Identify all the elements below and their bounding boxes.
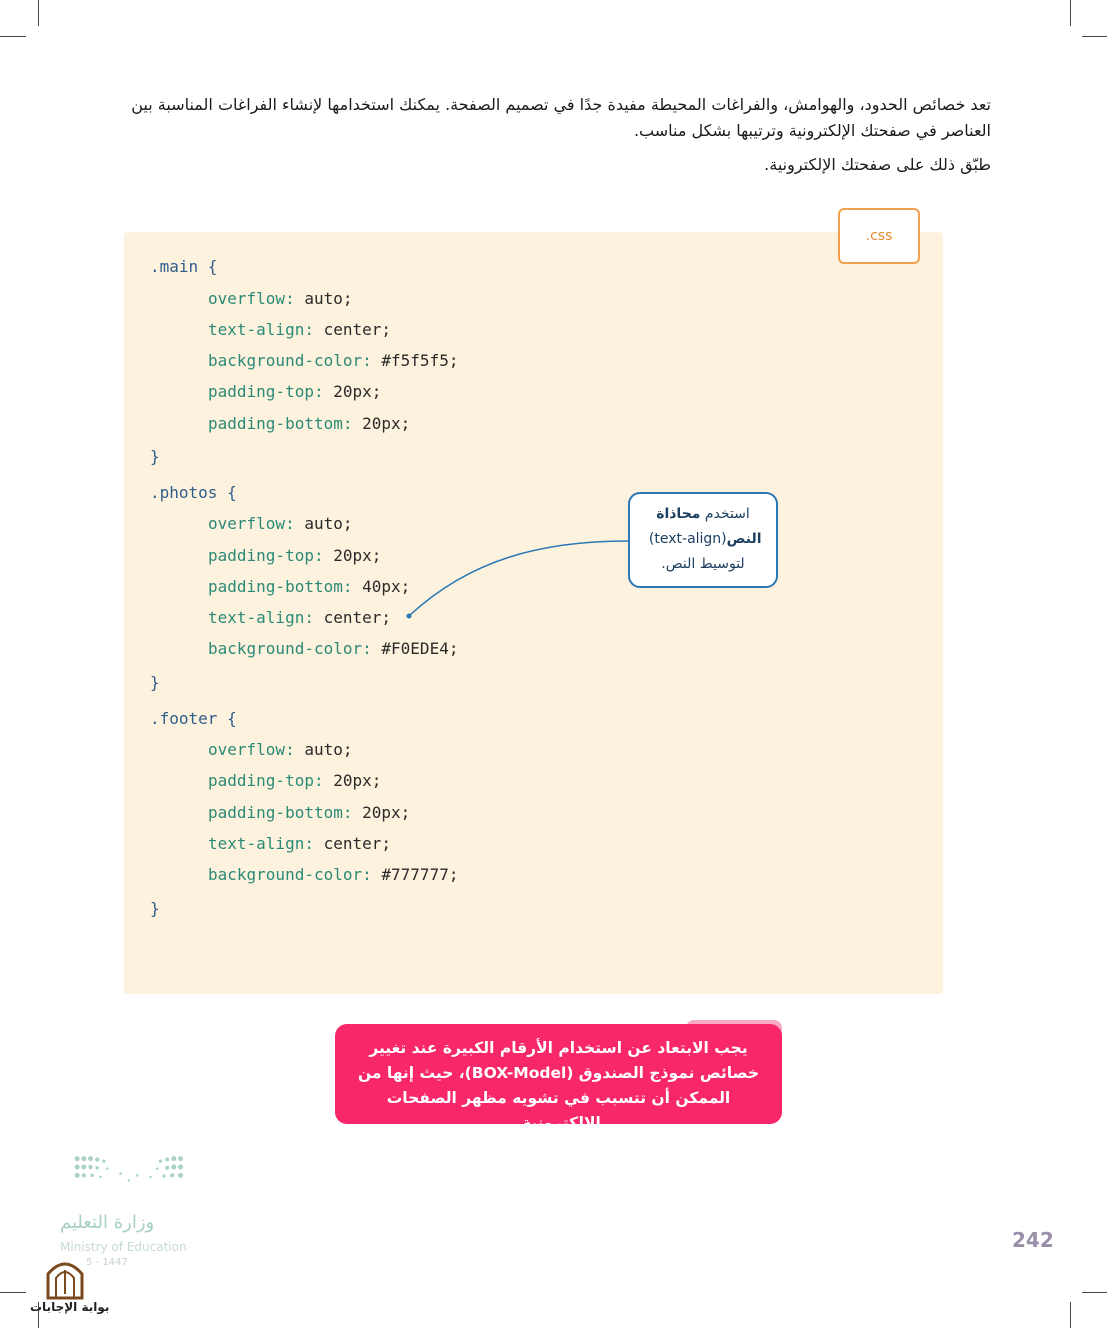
callout-line-1: استخدم محاذاة bbox=[656, 506, 750, 522]
answers-gate-logo bbox=[40, 1256, 90, 1300]
code-line: background-color: #F0EDE4; bbox=[208, 639, 459, 658]
page-number: 242 bbox=[1012, 1228, 1054, 1252]
code-close-brace: } bbox=[150, 899, 160, 918]
crop-mark bbox=[1070, 1302, 1071, 1328]
crop-mark bbox=[0, 36, 26, 37]
code-line: padding-top: 20px; bbox=[208, 771, 382, 790]
crop-mark bbox=[1082, 1292, 1107, 1293]
code-line: overflow: auto; bbox=[208, 514, 353, 533]
text-align-callout bbox=[628, 492, 778, 588]
ministry-name-en: Ministry of Education bbox=[60, 1240, 187, 1254]
crop-mark bbox=[0, 1292, 26, 1293]
code-line: overflow: auto; bbox=[208, 289, 353, 308]
code-close-brace: } bbox=[150, 447, 160, 466]
code-line: text-align: center; bbox=[208, 834, 392, 853]
code-close-brace: } bbox=[150, 673, 160, 692]
code-selector: .photos { bbox=[150, 483, 237, 502]
code-selector: .footer { bbox=[150, 709, 237, 728]
code-line: background-color: #f5f5f5; bbox=[208, 351, 459, 370]
callout-line-3: لتوسيط النص. bbox=[661, 556, 745, 572]
ministry-dots-logo bbox=[58, 1152, 208, 1202]
crop-mark bbox=[1070, 0, 1071, 26]
code-line: padding-bottom: 20px; bbox=[208, 803, 411, 822]
code-line: background-color: #777777; bbox=[208, 865, 459, 884]
ministry-year: 5 - 1447 bbox=[86, 1257, 128, 1268]
code-line: padding-bottom: 20px; bbox=[208, 414, 411, 433]
code-line: text-align: center; bbox=[208, 320, 392, 339]
crop-mark bbox=[1082, 36, 1107, 37]
css-file-tag: .css bbox=[838, 208, 920, 264]
code-line: padding-top: 20px; bbox=[208, 546, 382, 565]
code-line: padding-top: 20px; bbox=[208, 382, 382, 401]
callout-line-2: النص (text-align) bbox=[644, 531, 762, 547]
intro-instruction: طبّق ذلك على صفحتك الإلكترونية. bbox=[764, 155, 991, 174]
code-line: text-align: center; bbox=[208, 608, 392, 627]
code-selector: .main { bbox=[150, 257, 218, 276]
ministry-name-ar: وزارة التعليم bbox=[60, 1212, 155, 1233]
code-line: overflow: auto; bbox=[208, 740, 353, 759]
intro-paragraph: تعد خصائص الحدود، والهوامش، والفراغات المحيطة مفيدة جدًا في تصميم الصفحة. يمكنك استخدامها لإنشاء الفراغات المناسبة بين العناصر في صفحتك الإلكترونية وترتيبها بشكل مناسب. bbox=[131, 95, 991, 140]
crop-mark bbox=[38, 0, 39, 26]
warning-note: يجب الابتعاد عن استخدام الأرقام الكبيرة عند تغيير خصائص نموذج الصندوق (BOX-Model)، حيث إنها من الممكن أن تتسبب في تشويه مظهر الصفحات الإلكترونية. bbox=[335, 1024, 782, 1124]
answers-gate-label: بوابة الإجابات bbox=[30, 1300, 110, 1314]
code-line: padding-bottom: 40px; bbox=[208, 577, 411, 596]
